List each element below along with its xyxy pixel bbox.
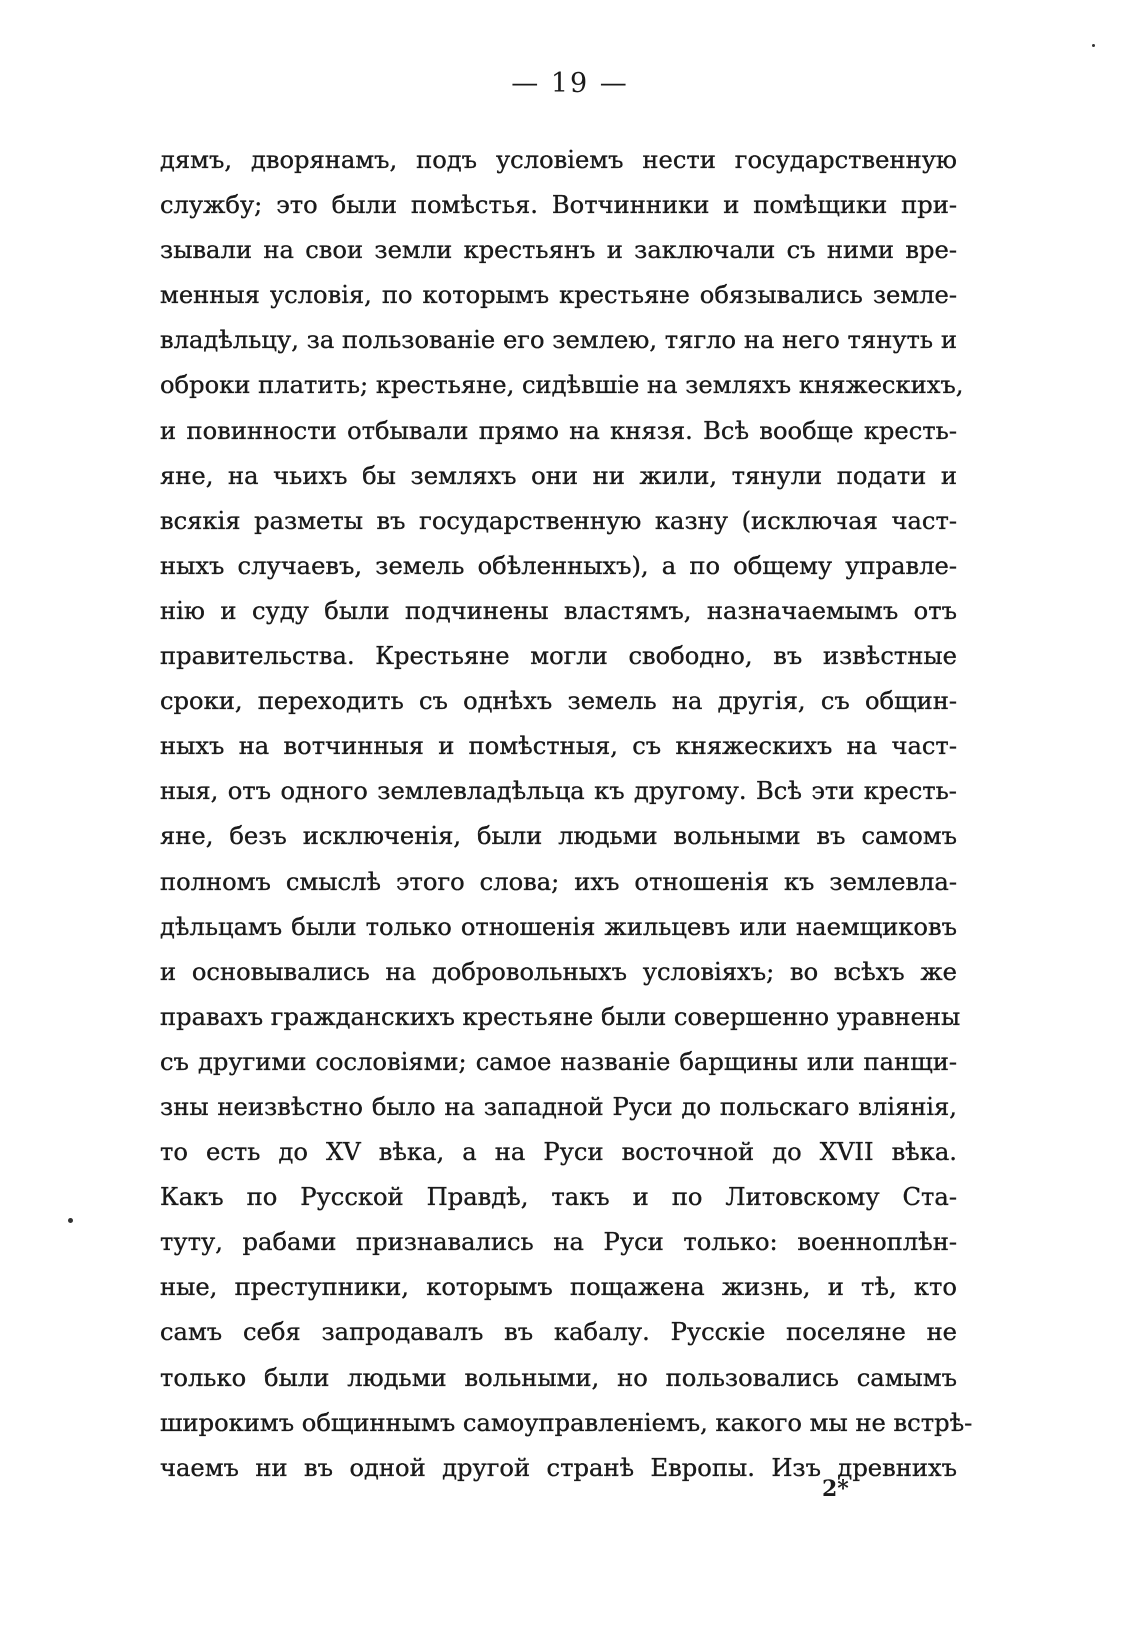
text-line: правахъ гражданскихъ крестьяне были совершенно уравнены — [160, 1002, 961, 1031]
text-line: ныхъ на вотчинныя и помѣстныя, съ княжескихъ на част- — [160, 732, 957, 761]
text-line: нію и суду были подчинены властямъ, назначаемымъ отъ — [160, 596, 957, 625]
text-line: сроки, переходить съ однѣхъ земель на другія, съ общин- — [160, 687, 957, 716]
text-line: владѣльцу, за пользованіе его землею, тягло на него тянуть и — [160, 326, 957, 355]
text-line: туту, рабами признавались на Руси только: военноплѣн- — [160, 1228, 957, 1257]
speck-mark — [1092, 44, 1095, 47]
text-line: всякія разметы въ государственную казну (исключая част- — [160, 506, 957, 535]
text-line: только были людьми вольными, но пользовались самымъ — [160, 1363, 957, 1392]
text-line: дѣльцамъ были только отношенія жильцевъ или наемщиковъ — [160, 912, 957, 941]
text-line: полномъ смыслѣ этого слова; ихъ отношенія къ землевла- — [160, 867, 957, 896]
text-line: ныхъ случаевъ, земель обѣленныхъ), а по общему управле- — [160, 551, 957, 580]
text-line: дямъ, дворянамъ, подъ условіемъ нести государственную — [160, 146, 957, 174]
text-line: то есть до XV вѣка, а на Руси восточной до XVII вѣка. — [160, 1138, 957, 1167]
text-line: правительства. Крестьяне могли свободно, въ извѣстные — [160, 642, 957, 671]
text-line: ные, преступники, которымъ пощажена жизнь, и тѣ, кто — [160, 1273, 957, 1302]
text-line: Какъ по Русской Правдѣ, такъ и по Литовскому Ста- — [160, 1183, 957, 1212]
text-line: ныя, отъ одного землевладѣльца къ другому. Всѣ эти кресть- — [160, 777, 957, 806]
text-line: широкимъ общиннымъ самоуправленіемъ, какого мы не встрѣ- — [160, 1408, 973, 1437]
text-line: службу; это были помѣстья. Вотчинники и помѣщики при- — [160, 191, 957, 220]
text-line: яне, на чьихъ бы земляхъ они ни жили, тянули подати и — [160, 461, 957, 490]
text-line: и основывались на добровольныхъ условіяхъ; во всѣхъ же — [160, 957, 957, 986]
text-line: зны неизвѣстно было на западной Руси до польскаго вліянія, — [160, 1092, 957, 1121]
text-line: и повинности отбывали прямо на князя. Всѣ вообще кресть- — [160, 416, 957, 445]
page-number: — 19 — — [511, 68, 629, 99]
text-line: съ другими сословіями; самое названіе барщины или панщи- — [160, 1047, 957, 1076]
text-line: зывали на свои земли крестьянъ и заключали съ ними вре- — [160, 236, 957, 265]
text-line: яне, безъ исключенія, были людьми вольными въ самомъ — [160, 822, 957, 851]
text-line: менныя условія, по которымъ крестьяне обязывались земле- — [160, 281, 957, 310]
text-line: оброки платить; крестьяне, сидѣвшіе на земляхъ княжескихъ, — [160, 371, 964, 400]
text-line: чаемъ ни въ одной другой странѣ Европы. Изъ древнихъ — [160, 1453, 957, 1482]
speck-mark — [68, 1218, 73, 1223]
signature-mark: 2* — [822, 1476, 849, 1502]
body-text — [160, 138, 973, 1491]
text-line: самъ себя запродавалъ въ кабалу. Русскіе поселяне не — [160, 1318, 957, 1347]
